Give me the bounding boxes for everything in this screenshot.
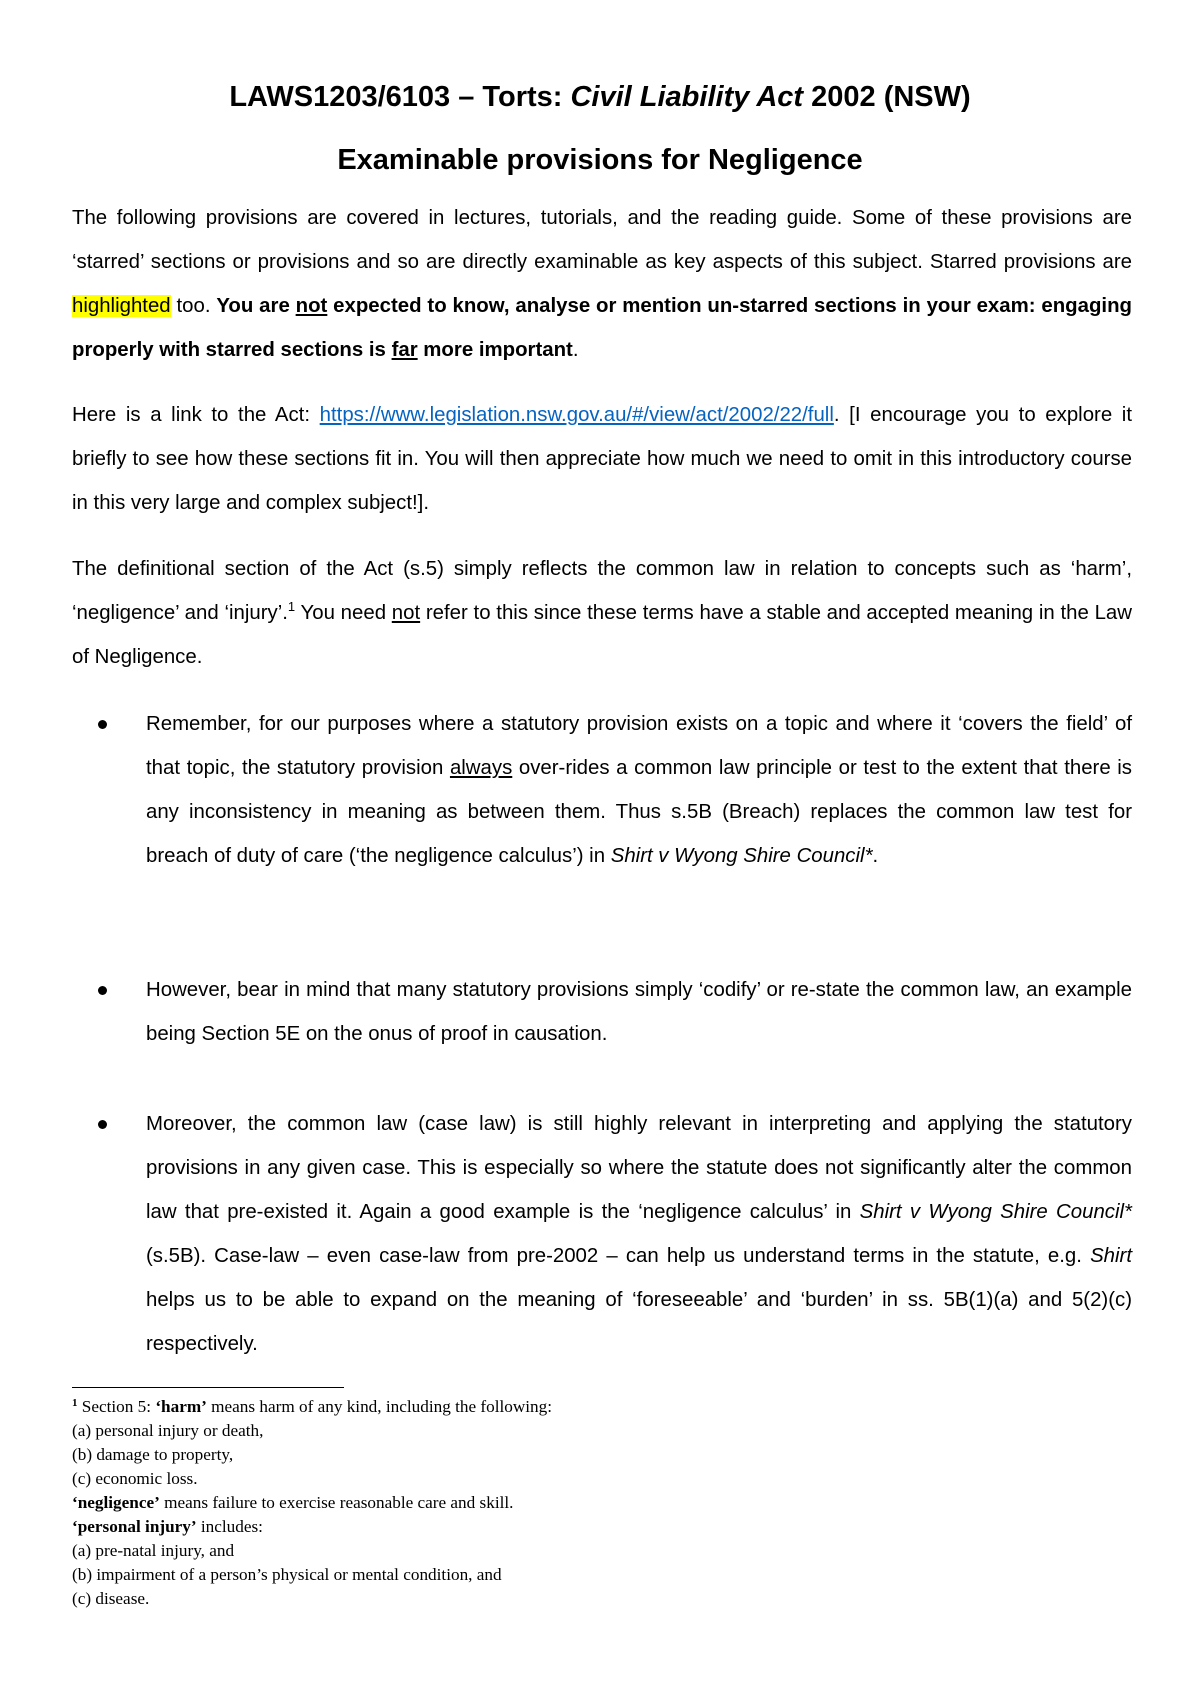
link-paragraph: Here is a link to the Act: https://www.legislation.nsw.gov.au/#/view/act/2002/22/full. [I encourage you to explore it briefly to see how these sections fit in. You will then appreciate how much we need to omit in this introductory course in this very large and complex subject!]. [72, 404, 1132, 514]
title-suffix: 2002 (NSW) [803, 81, 971, 113]
footnote-line: (b) damage to property, [72, 1445, 234, 1464]
bold-instruction: You are not expected to know, analyse or mention un-starred sections in your exam: engaging properly with starred sections is far more important [72, 295, 1132, 361]
bullet-text: Moreover, the common law (case law) is still highly relevant in interpreting and applying the statutory provisions in any given case. This is especially so where the statute does not significantly alter the common law that pre-existed it. Again a good example is the ‘negligence calculus’ in Shirt v Wyong Shire Council* (s.5B). Case-law – even case-law from pre-2002 – can help us understand terms in the statute, e.g. Shirt helps us to be able to expand on the meaning of ‘foreseeable’ and ‘burden’ in ss. 5B(1)(a) and 5(2)(c) respectively. [146, 1113, 1132, 1355]
footnote-line: ‘negligence’ means failure to exercise reasonable care and skill. [72, 1493, 514, 1512]
document-title [72, 80, 1128, 114]
bullet-item [98, 968, 1132, 1056]
footnote [72, 1395, 1072, 1611]
highlight-sample: highlighted [72, 295, 171, 317]
footnote-line: (c) economic loss. [72, 1469, 198, 1488]
footnote-separator [72, 1387, 344, 1388]
document-subtitle: Examinable provisions for Negligence [337, 144, 863, 176]
case-name: Shirt v Wyong Shire Council* [859, 1201, 1132, 1223]
bullet-text: However, bear in mind that many statutory provisions simply ‘codify’ or re-state the common law, an example being Section 5E on the onus of proof in causation. [146, 979, 1132, 1045]
case-name: Shirt v Wyong Shire Council* [610, 845, 873, 867]
bullet-dot-icon [98, 1120, 107, 1129]
footnote-line: (c) disease. [72, 1589, 150, 1608]
act-link[interactable]: https://www.legislation.nsw.gov.au/#/view/act/2002/22/full [319, 404, 834, 426]
footnote-line: (b) impairment of a person’s physical or mental condition, and [72, 1565, 502, 1584]
defined-term: ‘negligence’ [72, 1493, 160, 1512]
bullet-dot-icon [98, 720, 107, 729]
footnote-line: ‘personal injury’ includes: [72, 1517, 263, 1536]
bullet-item [98, 702, 1132, 878]
footnote-first-line: $^1$ Section 5: ‘harm’ means harm of any kind, including the following: [72, 1397, 552, 1416]
bullet-dot-icon [98, 986, 107, 995]
bullet-item [98, 1102, 1132, 1366]
title-act-name: Civil Liability Act [570, 81, 804, 113]
case-name: Shirt [1090, 1245, 1132, 1267]
title-prefix: LAWS1203/6103 – Torts: [229, 81, 571, 113]
defined-term: ‘personal injury’ [72, 1517, 197, 1536]
definitional-paragraph: The definitional section of the Act (s.5) simply reflects the common law in relation to concepts such as ‘harm’, ‘negligence’ and ‘injury’.$^1$ You need not refer to this since these terms have a stable and accepted meaning in the Law of Negligence. [72, 558, 1132, 668]
footnote-reference[interactable]: 1 [287, 599, 296, 614]
bullet-text: Remember, for our purposes where a statutory provision exists on a topic and where it ‘covers the field’ of that topic, the statutory provision always over-rides a common law principle or test to the extent that there is any inconsistency in meaning as between them. Thus s.5B (Breach) replaces the common law test for breach of duty of care (‘the negligence calculus’) in Shirt v Wyong Shire Council*. [146, 713, 1132, 867]
footnote-line: (a) personal injury or death, [72, 1421, 264, 1440]
defined-term: ‘harm’ [155, 1397, 207, 1416]
footnote-number: 1 [72, 1397, 78, 1409]
footnote-line: (a) pre-natal injury, and [72, 1541, 235, 1560]
intro-paragraph: The following provisions are covered in lectures, tutorials, and the reading guide. Some of these provisions are ‘starred’ sections or provisions and so are directly examinable as key aspects of this subject. Starred provisions are highlighted too. You are not expected to know, analyse or mention un-starred sections in your exam: engaging properly with starred sections is far more important. [72, 207, 1132, 361]
